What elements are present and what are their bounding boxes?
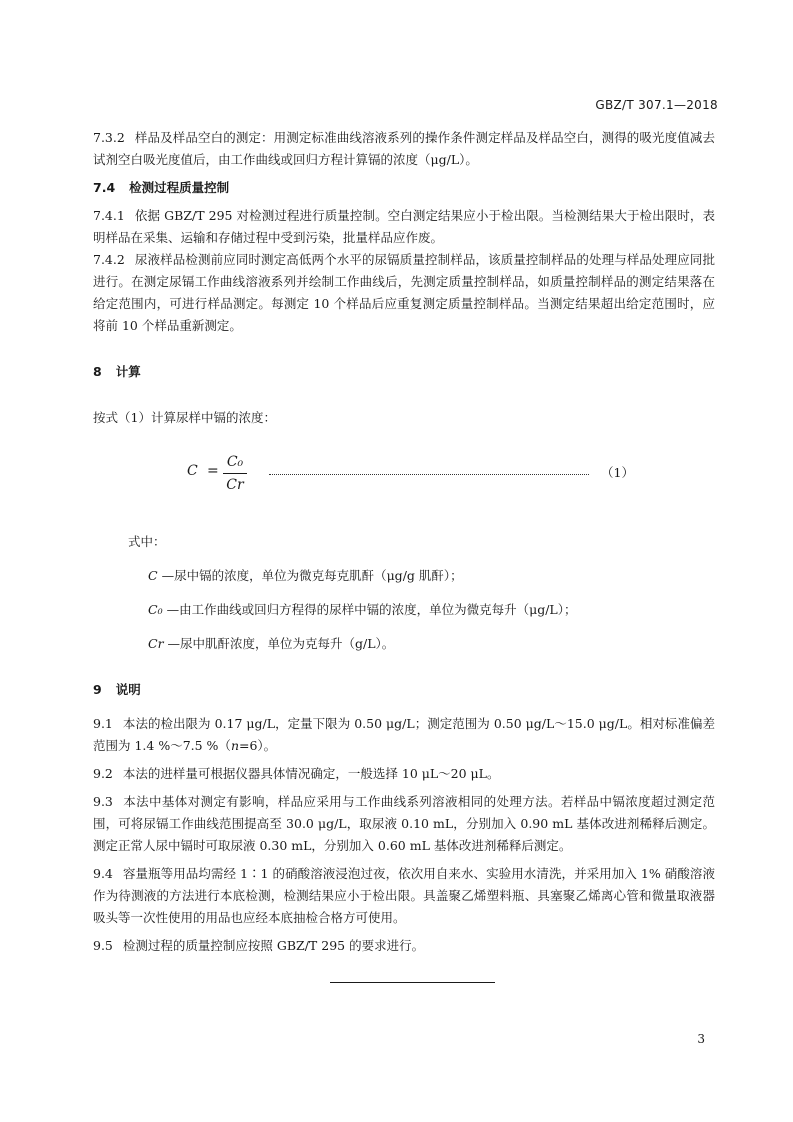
section-heading-8 bbox=[93, 361, 715, 383]
clause-text: 容量瓶等用品均需经 1∶1 的硝酸溶液浸泡过夜，依次用自来水、实验用水清洗，并采用加入 1% 硝酸溶液作为待测液的方法进行本底检测，检测结果应小于检出限。具盖聚乙烯塑料瓶、具塞聚乙烯离心管和微量取液器吸头等一次性使用的用品也应经本底抽检合格方可使用。 bbox=[93, 866, 715, 925]
standard-code: GBZ/T 307.1—2018 bbox=[595, 98, 718, 112]
clause-text: 样品及样品空白的测定：用测定标准曲线溶液系列的操作条件测定样品及样品空白，测得的吸光度值减去试剂空白吸光度值后，由工作曲线或回归方程计算镉的浓度（μg/L）。 bbox=[93, 130, 715, 167]
clause-9-2 bbox=[93, 763, 715, 785]
sample-size-symbol: n bbox=[230, 738, 239, 753]
clause-number: 9.2 bbox=[93, 766, 113, 781]
clause-9-4 bbox=[93, 863, 715, 929]
clause-text: 检测过程的质量控制应按照 GBZ/T 295 的要求进行。 bbox=[122, 938, 425, 953]
clause-text-end: =6）。 bbox=[239, 738, 277, 753]
formula-fraction bbox=[223, 451, 247, 496]
clause-text: 本法的检出限为 0.17 μg/L，定量下限为 0.50 μg/L；测定范围为 0.50 μg/L～15.0 μg/L。相对标准偏差范围为 1.4 %～7.5 %（ bbox=[93, 716, 715, 753]
formula-numerator: C₀ bbox=[226, 454, 244, 470]
clause-text: 依据 GBZ/T 295 对检测过程进行质量控制。空白测定结果应小于检出限。当检测结果大于检出限时，表明样品在采集、运输和存储过程中受到污染，批量样品应作废。 bbox=[93, 208, 715, 245]
section-number: 7.4 bbox=[93, 180, 116, 195]
clause-number: 9.4 bbox=[93, 866, 113, 881]
section-number: 8 bbox=[93, 364, 102, 379]
clause-7-4-1 bbox=[93, 205, 715, 249]
leader-dots bbox=[269, 464, 589, 475]
page-number: 3 bbox=[697, 1032, 705, 1046]
formula-equals: = bbox=[207, 463, 219, 479]
clause-9-5 bbox=[93, 935, 715, 957]
formula-denominator: Cr bbox=[226, 477, 244, 493]
section-title: 检测过程质量控制 bbox=[129, 180, 230, 195]
definition-c0 bbox=[93, 599, 715, 621]
end-of-text-rule bbox=[330, 982, 495, 983]
section-title: 计算 bbox=[115, 364, 141, 379]
formula-intro: 按式（1）计算尿样中镉的浓度： bbox=[93, 410, 276, 425]
clause-number: 9.5 bbox=[93, 938, 113, 953]
clause-9-1 bbox=[93, 713, 715, 757]
clause-number: 7.4.1 bbox=[93, 208, 125, 223]
formula-lhs: C bbox=[187, 463, 198, 479]
clause-number: 7.4.2 bbox=[93, 252, 125, 267]
definition-cr bbox=[93, 633, 715, 655]
clause-7-3-2 bbox=[93, 127, 715, 171]
definition-text: —尿中肌酐浓度，单位为克每升（g/L）。 bbox=[167, 636, 395, 651]
definition-symbol: C bbox=[148, 568, 158, 583]
where-label: 式中： bbox=[128, 534, 166, 549]
definition-text: —由工作曲线或回归方程得的尿样中镉的浓度，单位为微克每升（μg/L）； bbox=[166, 602, 577, 617]
definition-c bbox=[93, 565, 715, 587]
definition-text: —尿中镉的浓度，单位为微克每克肌酐（μg/g 肌酐）； bbox=[161, 568, 463, 583]
clause-number: 9.3 bbox=[93, 794, 113, 809]
clause-9-3 bbox=[93, 791, 715, 857]
section-heading-9 bbox=[93, 679, 715, 701]
definition-symbol: Cr bbox=[148, 636, 164, 651]
clause-text: 尿液样品检测前应同时测定高低两个水平的尿镉质量控制样品，该质量控制样品的处理与样品处理应同批进行。在测定尿镉工作曲线溶液系列并绘制工作曲线后，先测定质量控制样品，如质量控制样品的测定结果落在给定范围内，可进行样品测定。每测定 10 个样品后应重复测定质量控制样品。当测定结果超出给定范围时，应将前 10 个样品重新测定。 bbox=[93, 252, 715, 333]
document-body bbox=[93, 127, 715, 957]
clause-number: 9.1 bbox=[93, 716, 113, 731]
formula-1 bbox=[93, 451, 715, 507]
section-title: 说明 bbox=[115, 682, 141, 697]
clause-text: 本法中基体对测定有影响，样品应采用与工作曲线系列溶液相同的处理方法。若样品中镉浓度超过测定范围，可将尿镉工作曲线范围提高至 30.0 μg/L，取尿液 0.10 mL，分别加入 0.90 mL 基体改进剂稀释后测定。测定正常人尿中镉时可取尿液 0.30 mL，分别加入 0.60 mL 基体改进剂稀释后测定。 bbox=[93, 794, 715, 853]
section-heading-7-4 bbox=[93, 177, 715, 199]
clause-text: 本法的进样量可根据仪器具体情况确定，一般选择 10 μL～20 μL。 bbox=[122, 766, 500, 781]
equation-number: （1） bbox=[601, 465, 634, 480]
section-number: 9 bbox=[93, 682, 102, 697]
clause-7-4-2 bbox=[93, 249, 715, 337]
clause-number: 7.3.2 bbox=[93, 130, 125, 145]
definition-symbol: C₀ bbox=[148, 602, 163, 617]
